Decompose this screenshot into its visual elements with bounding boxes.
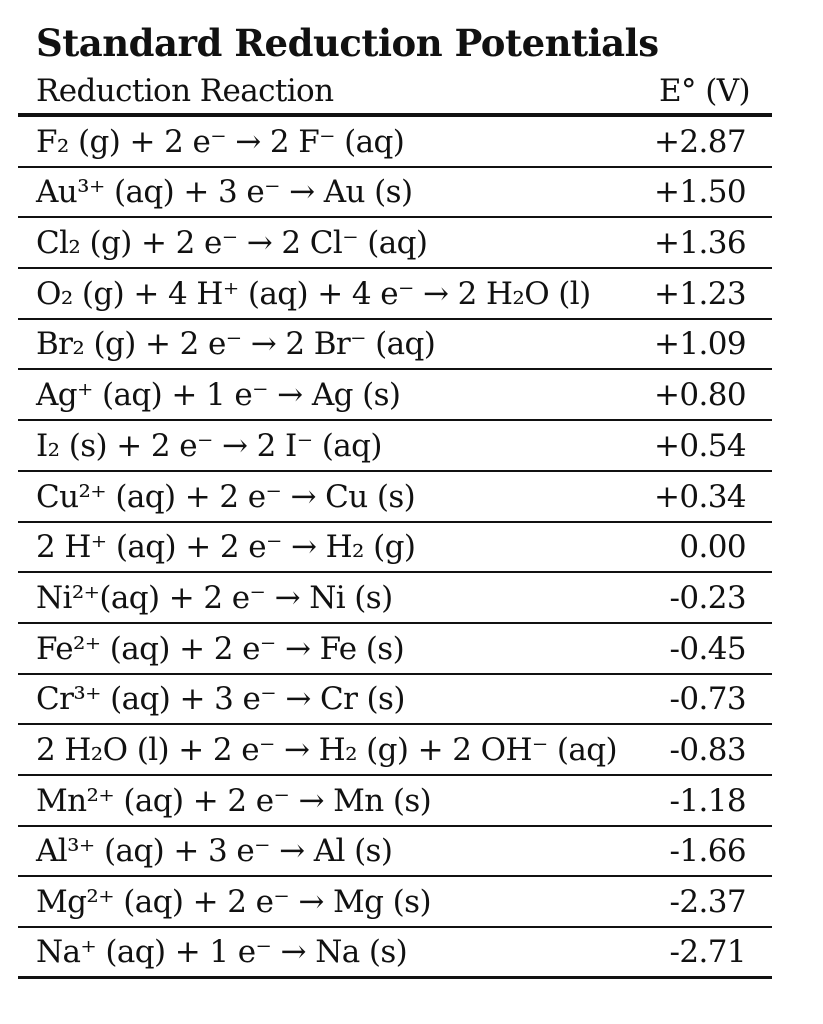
table-row	[18, 472, 772, 523]
reaction-cell: Ni²⁺(aq) + 2 e⁻ → Ni (s)	[36, 579, 393, 616]
reaction-cell: I₂ (s) + 2 e⁻ → 2 I⁻ (aq)	[36, 427, 382, 464]
potential-cell: +0.34	[654, 478, 746, 515]
reaction-cell: 2 H₂O (l) + 2 e⁻ → H₂ (g) + 2 OH⁻ (aq)	[36, 731, 618, 768]
table-row	[18, 624, 772, 675]
table-body	[18, 117, 772, 979]
page-title: Standard Reduction Potentials	[36, 21, 659, 65]
table-row	[18, 675, 772, 726]
reaction-cell: Cu²⁺ (aq) + 2 e⁻ → Cu (s)	[36, 478, 416, 515]
reaction-cell: Mn²⁺ (aq) + 2 e⁻ → Mn (s)	[36, 782, 432, 819]
table-row	[18, 320, 772, 371]
table-row	[18, 523, 772, 574]
table-row	[18, 725, 772, 776]
reaction-cell: Au³⁺ (aq) + 3 e⁻ → Au (s)	[36, 174, 413, 211]
reaction-cell: Fe²⁺ (aq) + 2 e⁻ → Fe (s)	[36, 630, 405, 667]
table-row	[18, 269, 772, 320]
potential-cell: +1.36	[654, 225, 746, 262]
reaction-cell: Ag⁺ (aq) + 1 e⁻ → Ag (s)	[36, 377, 401, 414]
reaction-cell: Cl₂ (g) + 2 e⁻ → 2 Cl⁻ (aq)	[36, 225, 428, 262]
potential-cell: -2.71	[669, 933, 746, 970]
reduction-potentials-table	[18, 70, 772, 979]
potential-cell: +1.09	[654, 326, 746, 363]
table-row	[18, 421, 772, 472]
table-row	[18, 776, 772, 827]
reaction-cell: Na⁺ (aq) + 1 e⁻ → Na (s)	[36, 933, 408, 970]
potential-cell: +0.54	[654, 427, 746, 464]
table-row	[18, 827, 772, 878]
reaction-cell: Al³⁺ (aq) + 3 e⁻ → Al (s)	[36, 833, 393, 870]
reaction-cell: Mg²⁺ (aq) + 2 e⁻ → Mg (s)	[36, 884, 431, 920]
potential-cell: -0.23	[669, 579, 746, 616]
table-row	[18, 877, 772, 928]
potential-cell: -0.83	[669, 731, 746, 768]
potential-cell: -2.37	[669, 884, 746, 920]
table-row	[18, 573, 772, 624]
table-row	[18, 928, 772, 979]
table-row	[18, 168, 772, 219]
potential-cell: +0.80	[654, 377, 746, 414]
table-row	[18, 117, 772, 168]
table-row	[18, 370, 772, 421]
reaction-cell: F₂ (g) + 2 e⁻ → 2 F⁻ (aq)	[36, 123, 405, 160]
reaction-cell: Cr³⁺ (aq) + 3 e⁻ → Cr (s)	[36, 681, 405, 718]
potential-cell: +1.50	[654, 174, 746, 211]
header-reaction: Reduction Reaction	[36, 73, 334, 109]
reaction-cell: Br₂ (g) + 2 e⁻ → 2 Br⁻ (aq)	[36, 326, 436, 363]
potential-cell: -1.18	[669, 782, 746, 819]
potential-cell: +2.87	[654, 123, 746, 160]
reaction-cell: 2 H⁺ (aq) + 2 e⁻ → H₂ (g)	[36, 529, 416, 566]
table-row	[18, 218, 772, 269]
table-header	[18, 70, 772, 117]
reaction-cell: O₂ (g) + 4 H⁺ (aq) + 4 e⁻ → 2 H₂O (l)	[36, 275, 591, 312]
potential-cell: -0.73	[669, 681, 746, 718]
potential-cell: +1.23	[654, 275, 746, 312]
potential-cell: -1.66	[669, 833, 746, 870]
potential-cell: -0.45	[669, 630, 746, 667]
potential-cell: 0.00	[679, 529, 746, 566]
header-potential: E° (V)	[659, 73, 750, 109]
